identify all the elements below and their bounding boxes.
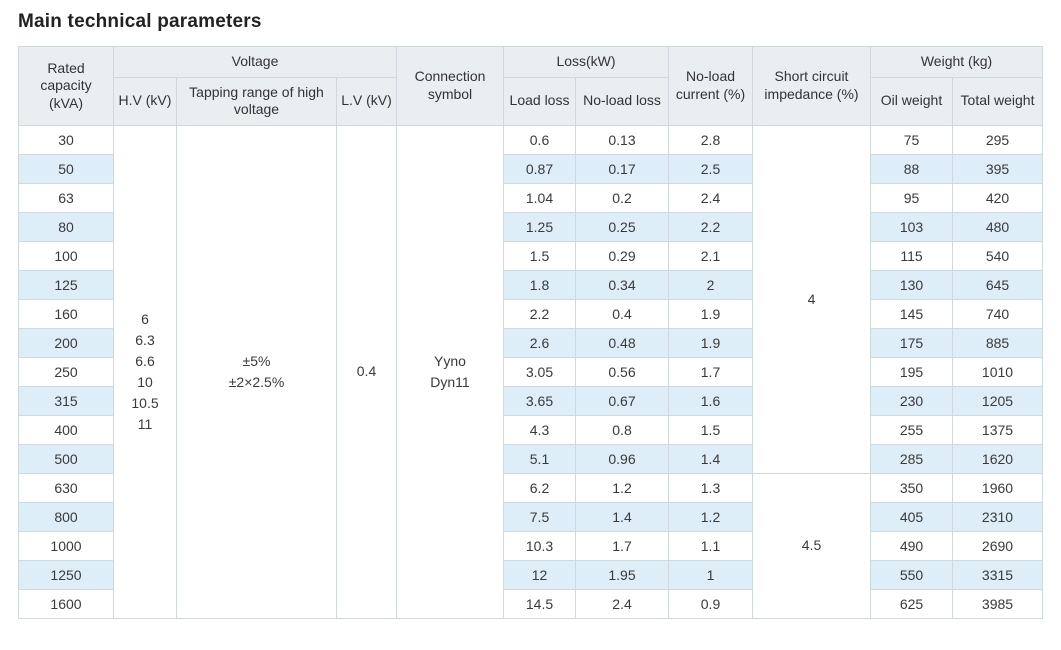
cell-rated-capacity: 1600 — [19, 589, 114, 618]
cell-no-load-current: 2.1 — [669, 241, 753, 270]
header-load-loss: Load loss — [504, 77, 576, 125]
cell-total-weight: 540 — [953, 241, 1043, 270]
cell-no-load-current: 2.8 — [669, 125, 753, 154]
cell-rated-capacity: 63 — [19, 183, 114, 212]
cell-oil-weight: 103 — [871, 212, 953, 241]
cell-total-weight: 1010 — [953, 357, 1043, 386]
header-no-load-loss: No-load loss — [576, 77, 669, 125]
cell-no-load-current: 1.9 — [669, 299, 753, 328]
header-loss: Loss(kW) — [504, 47, 669, 78]
cell-load-loss: 1.25 — [504, 212, 576, 241]
cell-oil-weight: 75 — [871, 125, 953, 154]
cell-no-load-current: 1.2 — [669, 502, 753, 531]
cell-oil-weight: 490 — [871, 531, 953, 560]
cell-total-weight: 295 — [953, 125, 1043, 154]
cell-load-loss: 2.6 — [504, 328, 576, 357]
table-body — [19, 125, 1043, 618]
cell-rated-capacity: 100 — [19, 241, 114, 270]
cell-tapping-range: ±5% ±2×2.5% — [177, 125, 337, 618]
cell-oil-weight: 625 — [871, 589, 953, 618]
header-oil-weight: Oil weight — [871, 77, 953, 125]
cell-rated-capacity: 315 — [19, 386, 114, 415]
cell-no-load-current: 1.5 — [669, 415, 753, 444]
cell-total-weight: 395 — [953, 154, 1043, 183]
cell-oil-weight: 255 — [871, 415, 953, 444]
cell-rated-capacity: 1000 — [19, 531, 114, 560]
cell-no-load-loss: 0.96 — [576, 444, 669, 473]
cell-no-load-loss: 0.8 — [576, 415, 669, 444]
cell-total-weight: 1620 — [953, 444, 1043, 473]
cell-no-load-current: 1.3 — [669, 473, 753, 502]
cell-total-weight: 2310 — [953, 502, 1043, 531]
cell-oil-weight: 88 — [871, 154, 953, 183]
header-tapping-range: Tapping range of high voltage — [177, 77, 337, 125]
cell-no-load-loss: 1.95 — [576, 560, 669, 589]
cell-total-weight: 2690 — [953, 531, 1043, 560]
cell-load-loss: 2.2 — [504, 299, 576, 328]
cell-total-weight: 1960 — [953, 473, 1043, 502]
cell-rated-capacity: 80 — [19, 212, 114, 241]
cell-load-loss: 7.5 — [504, 502, 576, 531]
cell-no-load-loss: 0.17 — [576, 154, 669, 183]
cell-rated-capacity: 400 — [19, 415, 114, 444]
cell-load-loss: 1.04 — [504, 183, 576, 212]
table-header — [19, 47, 1043, 126]
cell-connection-symbol: Yyno Dyn11 — [397, 125, 504, 618]
cell-load-loss: 10.3 — [504, 531, 576, 560]
spec-table-container — [18, 46, 1042, 619]
cell-rated-capacity: 125 — [19, 270, 114, 299]
cell-no-load-current: 2.5 — [669, 154, 753, 183]
cell-rated-capacity: 200 — [19, 328, 114, 357]
header-connection-symbol: Connection symbol — [397, 47, 504, 126]
table-header-row-2 — [19, 77, 1043, 125]
cell-load-loss: 5.1 — [504, 444, 576, 473]
cell-lv-value: 0.4 — [337, 125, 397, 618]
cell-no-load-current: 1.1 — [669, 531, 753, 560]
header-voltage: Voltage — [114, 47, 397, 78]
cell-no-load-loss: 0.29 — [576, 241, 669, 270]
cell-no-load-current: 1 — [669, 560, 753, 589]
cell-rated-capacity: 630 — [19, 473, 114, 502]
cell-oil-weight: 285 — [871, 444, 953, 473]
cell-total-weight: 885 — [953, 328, 1043, 357]
cell-total-weight: 480 — [953, 212, 1043, 241]
cell-no-load-loss: 0.48 — [576, 328, 669, 357]
cell-no-load-loss: 0.25 — [576, 212, 669, 241]
cell-no-load-current: 1.7 — [669, 357, 753, 386]
header-weight: Weight (kg) — [871, 47, 1043, 78]
cell-load-loss: 0.6 — [504, 125, 576, 154]
cell-rated-capacity: 30 — [19, 125, 114, 154]
cell-no-load-current: 0.9 — [669, 589, 753, 618]
cell-load-loss: 4.3 — [504, 415, 576, 444]
table-row — [19, 125, 1043, 154]
cell-load-loss: 3.65 — [504, 386, 576, 415]
header-short-circuit-impedance: Short circuit impedance (%) — [753, 47, 871, 126]
cell-no-load-loss: 0.56 — [576, 357, 669, 386]
cell-no-load-loss: 0.67 — [576, 386, 669, 415]
cell-short-circuit-impedance: 4.5 — [753, 473, 871, 618]
cell-no-load-current: 2.4 — [669, 183, 753, 212]
cell-rated-capacity: 500 — [19, 444, 114, 473]
main-technical-parameters-table — [18, 46, 1043, 619]
cell-no-load-loss: 0.4 — [576, 299, 669, 328]
cell-short-circuit-impedance: 4 — [753, 125, 871, 473]
cell-oil-weight: 195 — [871, 357, 953, 386]
table-header-row-1 — [19, 47, 1043, 78]
cell-oil-weight: 95 — [871, 183, 953, 212]
cell-oil-weight: 145 — [871, 299, 953, 328]
cell-oil-weight: 350 — [871, 473, 953, 502]
cell-rated-capacity: 1250 — [19, 560, 114, 589]
header-total-weight: Total weight — [953, 77, 1043, 125]
cell-no-load-loss: 0.34 — [576, 270, 669, 299]
cell-no-load-loss: 2.4 — [576, 589, 669, 618]
cell-total-weight: 1375 — [953, 415, 1043, 444]
header-lv: L.V (kV) — [337, 77, 397, 125]
cell-oil-weight: 550 — [871, 560, 953, 589]
cell-no-load-current: 2.2 — [669, 212, 753, 241]
cell-rated-capacity: 250 — [19, 357, 114, 386]
cell-oil-weight: 405 — [871, 502, 953, 531]
cell-total-weight: 645 — [953, 270, 1043, 299]
cell-oil-weight: 115 — [871, 241, 953, 270]
cell-no-load-current: 2 — [669, 270, 753, 299]
header-no-load-current: No-load current (%) — [669, 47, 753, 126]
cell-total-weight: 740 — [953, 299, 1043, 328]
page-title: Main technical parameters — [18, 11, 262, 32]
cell-load-loss: 6.2 — [504, 473, 576, 502]
cell-total-weight: 1205 — [953, 386, 1043, 415]
cell-total-weight: 3985 — [953, 589, 1043, 618]
cell-rated-capacity: 50 — [19, 154, 114, 183]
cell-rated-capacity: 800 — [19, 502, 114, 531]
cell-total-weight: 3315 — [953, 560, 1043, 589]
cell-no-load-loss: 1.7 — [576, 531, 669, 560]
cell-load-loss: 1.8 — [504, 270, 576, 299]
cell-load-loss: 3.05 — [504, 357, 576, 386]
cell-no-load-current: 1.6 — [669, 386, 753, 415]
cell-load-loss: 14.5 — [504, 589, 576, 618]
cell-rated-capacity: 160 — [19, 299, 114, 328]
header-rated-capacity: Rated capacity (kVA) — [19, 47, 114, 126]
cell-oil-weight: 230 — [871, 386, 953, 415]
cell-load-loss: 0.87 — [504, 154, 576, 183]
cell-total-weight: 420 — [953, 183, 1043, 212]
cell-oil-weight: 130 — [871, 270, 953, 299]
cell-load-loss: 1.5 — [504, 241, 576, 270]
cell-no-load-current: 1.4 — [669, 444, 753, 473]
cell-load-loss: 12 — [504, 560, 576, 589]
cell-no-load-loss: 0.2 — [576, 183, 669, 212]
cell-no-load-current: 1.9 — [669, 328, 753, 357]
cell-no-load-loss: 1.4 — [576, 502, 669, 531]
cell-oil-weight: 175 — [871, 328, 953, 357]
cell-no-load-loss: 0.13 — [576, 125, 669, 154]
cell-no-load-loss: 1.2 — [576, 473, 669, 502]
cell-hv-values: 6 6.3 6.6 10 10.5 11 — [114, 125, 177, 618]
header-hv: H.V (kV) — [114, 77, 177, 125]
